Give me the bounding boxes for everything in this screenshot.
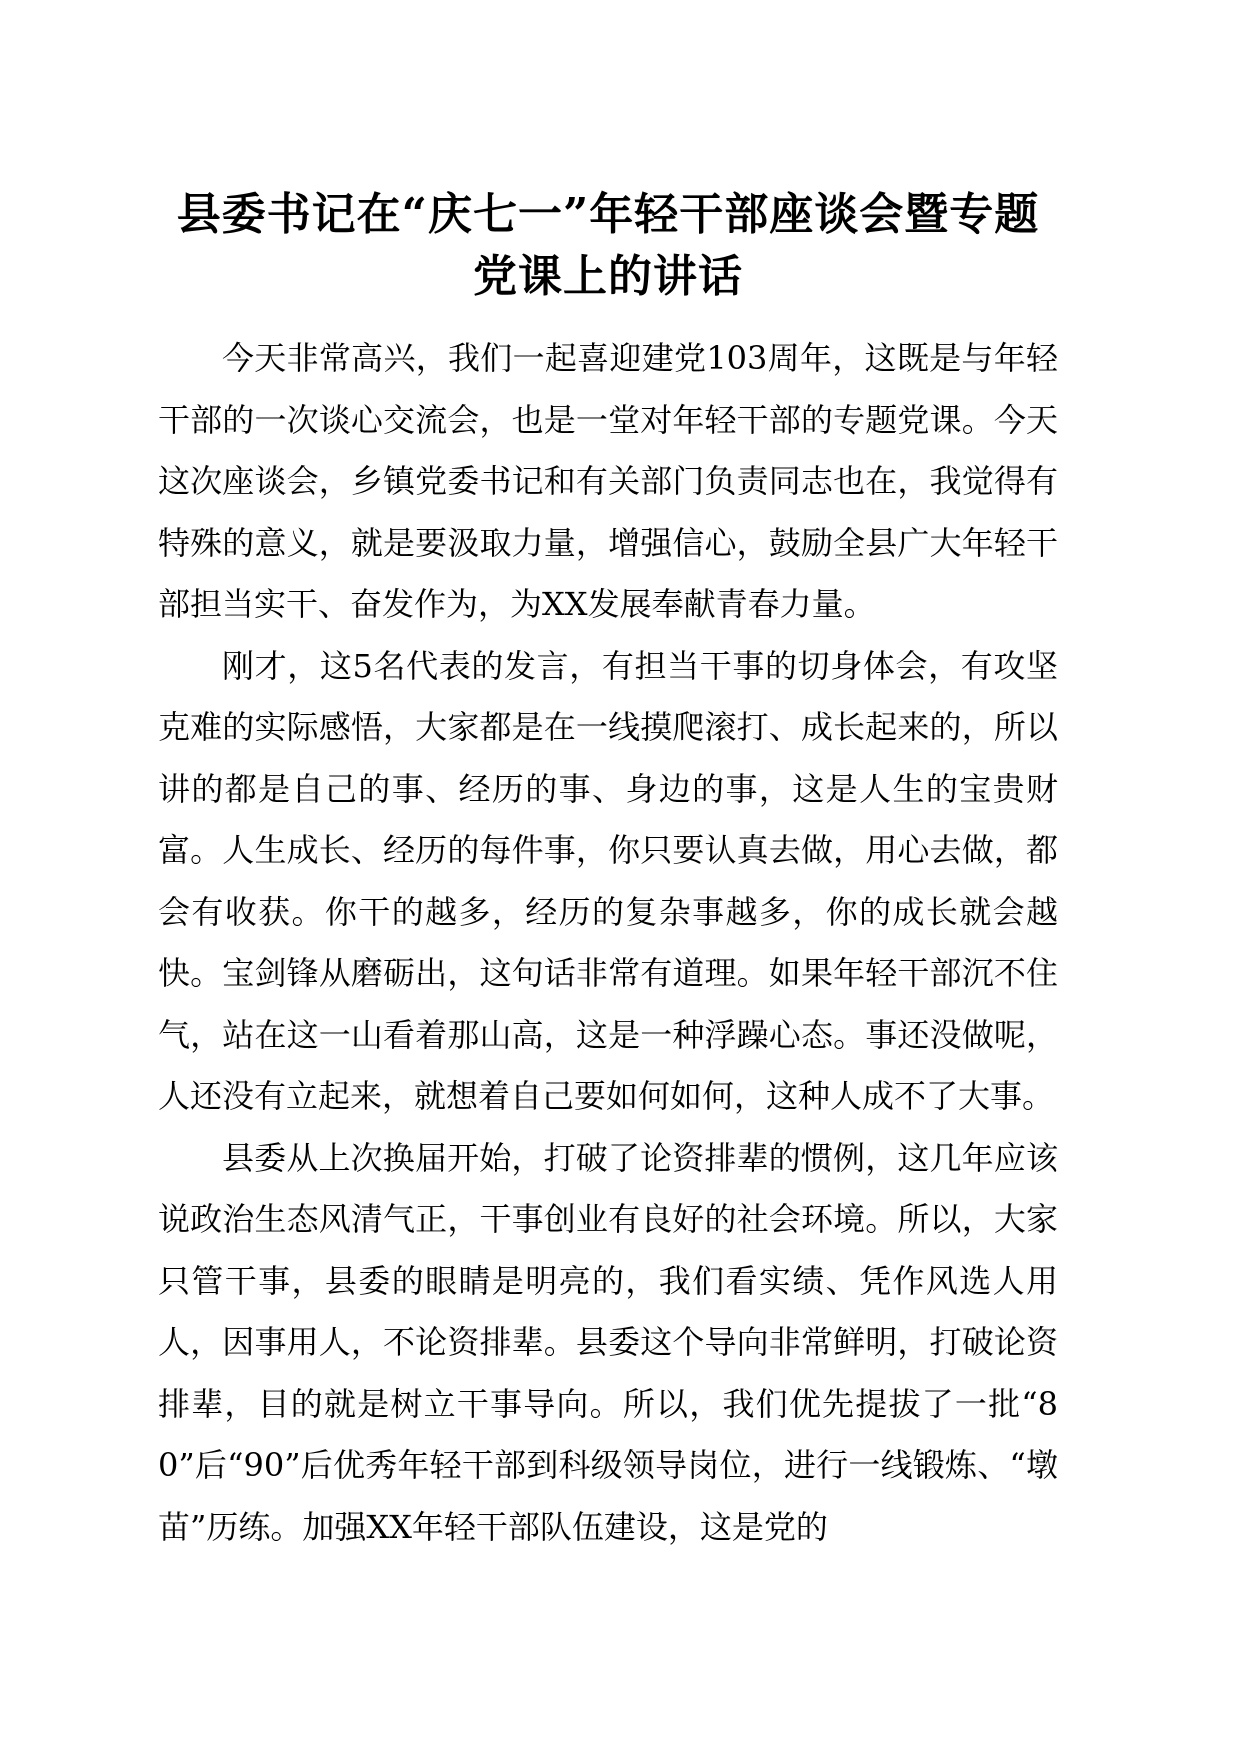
title-line-1: 县委书记在“庆七一”年轻干部座谈会暨专题	[176, 189, 1040, 240]
document-title	[158, 184, 1058, 308]
paragraph-3: 县委从上次换届开始，打破了论资排辈的惯例，这几年应该说政治生态风清气正，干事创业有良好的社会环境。所以，大家只管干事，县委的眼睛是明亮的，我们看实绩、凭作风选人用人，因事用人，不论资排辈。县委这个导向非常鲜明，打破论资排辈，目的就是树立干事导向。所以，我们优先提拔了一批“80”后“90”后优秀年轻干部到科级领导岗位，进行一线锻炼、“墩苗”历练。加强XX年轻干部队伍建设，这是党的	[158, 1138, 1058, 1546]
title-line-2: 党课上的讲话	[473, 251, 743, 302]
paragraph-2: 刚才，这5名代表的发言，有担当干事的切身体会，有攻坚克难的实际感悟，大家都是在一线摸爬滚打、成长起来的，所以讲的都是自己的事、经历的事、身边的事，这是人生的宝贵财富。人生成长、经历的每件事，你只要认真去做，用心去做，都会有收获。你干的越多，经历的复杂事越多，你的成长就会越快。宝剑锋从磨砺出，这句话非常有道理。如果年轻干部沉不住气，站在这一山看着那山高，这是一种浮躁心态。事还没做呢，人还没有立起来，就想着自己要如何如何，这种人成不了大事。	[158, 646, 1058, 1115]
paragraph-1: 今天非常高兴，我们一起喜迎建党103周年，这既是与年轻干部的一次谈心交流会，也是一堂对年轻干部的专题党课。今天这次座谈会，乡镇党委书记和有关部门负责同志也在，我觉得有特殊的意义，就是要汲取力量，增强信心，鼓励全县广大年轻干部担当实干、奋发作为，为XX发展奉献青春力量。	[158, 339, 1058, 623]
document-body	[158, 328, 1058, 1558]
